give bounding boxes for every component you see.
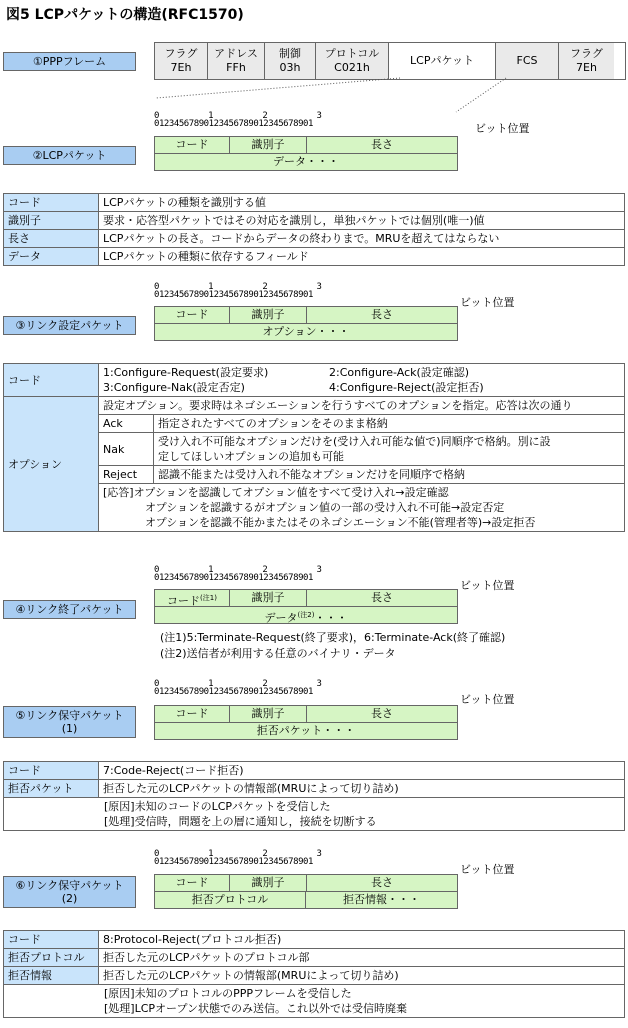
figure-title: 図5 LCPパケットの構造(RFC1570) xyxy=(6,7,244,23)
table-row: Nak 受け入れ不可能なオプションだけを(受け入れ可能な値で)同順序で格納。別に設 定してほしいオプションの追加も可能 xyxy=(4,433,625,466)
length-cell: 長さ xyxy=(371,138,393,151)
maint2-field-table xyxy=(3,930,625,1018)
rejected-info-cell: 拒否情報・・・ xyxy=(343,893,420,906)
identifier-cell: 識別子 xyxy=(230,590,307,606)
config-field-table xyxy=(3,363,625,532)
code-cell: コード xyxy=(155,137,230,153)
bit-position-label-5: ビット位置 xyxy=(460,863,515,876)
bit-ruler-2: 0 1 2 3 01234567890123456789012345678901 xyxy=(154,282,322,300)
bit-position-label-1: ビット位置 xyxy=(475,122,530,135)
config-packet-diagram xyxy=(154,306,458,341)
maint1-packet-diagram xyxy=(154,705,458,740)
terminate-packet-diagram xyxy=(154,589,458,624)
table-row: [原因]未知のコードのLCPパケットを受信した [処理]受信時，問題を上の層に通知し，接続を切断する xyxy=(4,798,625,831)
terminate-notes: (注1)5:Terminate-Request(終了要求)，6:Terminate-Ack(終了確認) (注2)送信者が利用する任意のバイナリ・データ xyxy=(160,631,506,660)
table-row: [原因]未知のプロトコルのPPPフレームを受信した [処理]LCPオープン状態でのみ送信。これ以外では受信時廃棄 xyxy=(4,985,625,1018)
options-cell: オプション・・・ xyxy=(262,325,350,338)
data-cell: データ・・・ xyxy=(273,155,339,168)
length-cell: 長さ xyxy=(371,591,393,604)
table-row: コード 7:Code-Reject(コード拒否) xyxy=(4,762,625,780)
maint2-packet-label: ⑥リンク保守パケット (2) xyxy=(3,876,136,908)
bit-ruler-1: 0 1 2 3 01234567890123456789012345678901 xyxy=(154,111,322,129)
ppp-protocol-field: プロトコル C021h xyxy=(316,43,389,79)
bit-ruler-3: 0 1 2 3 01234567890123456789012345678901 xyxy=(154,565,322,583)
table-row: コード 8:Protocol-Reject(プロトコル拒否) xyxy=(4,931,625,949)
length-cell: 長さ xyxy=(371,308,393,321)
table-row: [応答]オプションを認識してオプション値をすべて受け入れ→設定確認 オプションを認識するがオプション値の一部の受け入れ不可能→設定否定 オプションを認識不能かまたはそのネゴシエーション不能(管理者等)→設定拒否 xyxy=(4,484,625,532)
lcp-packet-label: ②LCPパケット xyxy=(3,146,136,165)
table-row: 拒否プロトコル 拒否した元のLCPパケットのプロトコル部 xyxy=(4,949,625,967)
identifier-cell: 識別子 xyxy=(230,137,307,153)
identifier-cell: 識別子 xyxy=(230,875,307,891)
bit-ruler-4: 0 1 2 3 01234567890123456789012345678901 xyxy=(154,679,322,697)
ppp-fcs-field: FCS xyxy=(496,43,559,79)
length-cell: 長さ xyxy=(371,707,393,720)
bit-position-label-2: ビット位置 xyxy=(460,296,515,309)
ppp-flag-end-field: フラグ 7Eh xyxy=(559,43,614,79)
code-cell: コード xyxy=(155,875,230,891)
config-packet-label: ③リンク設定パケット xyxy=(3,316,136,335)
bit-position-label-3: ビット位置 xyxy=(460,579,515,592)
table-row: Ack 指定されたすべてのオプションをそのまま格納 xyxy=(4,415,625,433)
table-row: 長さ LCPパケットの長さ。コードからデータの終わりまで。MRUを超えてはならない xyxy=(4,230,625,248)
length-cell: 長さ xyxy=(371,876,393,889)
rejected-packet-cell: 拒否パケット・・・ xyxy=(256,724,356,737)
code-cell: コード$^{(注1)}$ xyxy=(155,590,230,606)
lcp-field-table xyxy=(3,193,625,266)
ppp-flag-field: フラグ 7Eh xyxy=(155,43,208,79)
bit-position-label-4: ビット位置 xyxy=(460,693,515,706)
ppp-address-field: アドレス FFh xyxy=(208,43,265,79)
identifier-cell: 識別子 xyxy=(230,307,307,323)
identifier-cell: 識別子 xyxy=(230,706,307,722)
table-row: データ LCPパケットの種類に依存するフィールド xyxy=(4,248,625,266)
ppp-control-field: 制御 03h xyxy=(265,43,316,79)
bit-ruler-5: 0 1 2 3 01234567890123456789012345678901 xyxy=(154,849,322,867)
code-cell: コード xyxy=(155,307,230,323)
data-cell: データ$^{(注2)}$・・・ xyxy=(264,611,348,625)
rejected-protocol-cell: 拒否プロトコル xyxy=(155,892,306,908)
table-row: Reject 認識不能または受け入れ不能なオプションだけを同順序で格納 xyxy=(4,466,625,484)
table-row: コード 1:Configure-Request(設定要求) 2:Configure-Ack(設定確認) 3:Configure-Nak(設定否定) 4:Configure-Reject(設定拒否) xyxy=(4,364,625,397)
lcp-packet-diagram xyxy=(154,136,458,171)
table-row: 拒否パケット 拒否した元のLCPパケットの情報部(MRUによって切り詰め) xyxy=(4,780,625,798)
code-cell: コード xyxy=(155,706,230,722)
table-row: 識別子 要求・応答型パケットではその対応を識別し，単独パケットでは個別(唯一)値 xyxy=(4,212,625,230)
terminate-packet-label: ④リンク終了パケット xyxy=(3,600,136,619)
ppp-lcp-packet-field: LCPパケット xyxy=(389,43,496,79)
ppp-frame-label: ①PPPフレーム xyxy=(3,52,136,71)
maint1-packet-label: ⑤リンク保守パケット (1) xyxy=(3,706,136,738)
maint1-field-table xyxy=(3,761,625,831)
table-row: オプション 設定オプション。要求時はネゴシエーションを行うすべてのオプションを指定。応答は次の通り xyxy=(4,397,625,415)
table-row: コード LCPパケットの種類を識別する値 xyxy=(4,194,625,212)
maint2-packet-diagram xyxy=(154,874,458,909)
table-row: 拒否情報 拒否した元のLCPパケットの情報部(MRUによって切り詰め) xyxy=(4,967,625,985)
